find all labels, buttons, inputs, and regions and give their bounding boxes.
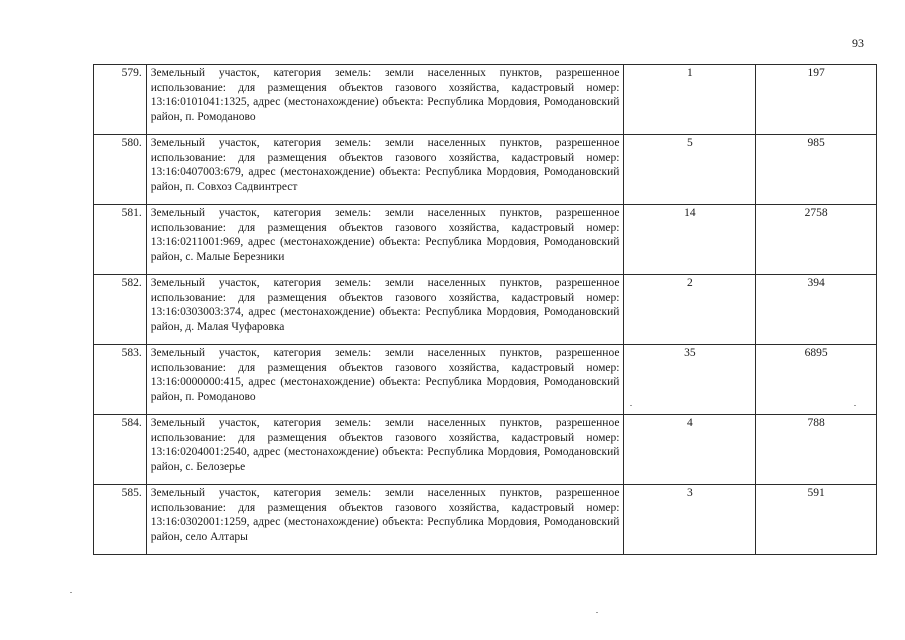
row-count: 1 xyxy=(624,65,756,135)
row-count: 3 xyxy=(624,485,756,555)
row-number: 581. xyxy=(94,205,147,275)
table-row xyxy=(94,65,877,135)
scan-speck xyxy=(596,612,598,613)
land-plots-table xyxy=(93,64,877,555)
scan-speck xyxy=(854,405,856,406)
row-number: 583. xyxy=(94,345,147,415)
row-area: 985 xyxy=(756,135,877,205)
row-count: 14 xyxy=(624,205,756,275)
page-number: 93 xyxy=(852,36,864,50)
row-count: 4 xyxy=(624,415,756,485)
row-number: 584. xyxy=(94,415,147,485)
row-description: Земельный участок, категория земель: земли населенных пунктов, разрешенное использование: для размещения объектов газового хозяйства, кадастровый номер: 13:16:0211001:969, адрес (местонахождение) объекта: Республика Мордовия, Ромодановский район, с. Малые Березники xyxy=(146,205,624,275)
row-description: Земельный участок, категория земель: земли населенных пунктов, разрешенное использование: для размещения объектов газового хозяйства, кадастровый номер: 13:16:0407003:679, адрес (местонахождение) объекта: Республика Мордовия, Ромодановский район, п. Совхоз Садвинтрест xyxy=(146,135,624,205)
row-area: 591 xyxy=(756,485,877,555)
table-row xyxy=(94,415,877,485)
table-row xyxy=(94,135,877,205)
scan-speck xyxy=(70,592,72,593)
row-area: 6895 xyxy=(756,345,877,415)
row-number: 585. xyxy=(94,485,147,555)
row-count: 5 xyxy=(624,135,756,205)
row-count: 2 xyxy=(624,275,756,345)
table-row xyxy=(94,485,877,555)
scan-speck xyxy=(630,405,632,406)
table-row xyxy=(94,345,877,415)
row-number: 582. xyxy=(94,275,147,345)
row-description: Земельный участок, категория земель: земли населенных пунктов, разрешенное использование: для размещения объектов газового хозяйства, кадастровый номер: 13:16:0204001:2540, адрес (местонахождение) объекта: Республика Мордовия, Ромодановский район, с. Белозерье xyxy=(146,415,624,485)
row-description: Земельный участок, категория земель: земли населенных пунктов, разрешенное использование: для размещения объектов газового хозяйства, кадастровый номер: 13:16:0000000:415, адрес (местонахождение) объекта: Республика Мордовия, Ромодановский район, п. Ромоданово xyxy=(146,345,624,415)
row-number: 580. xyxy=(94,135,147,205)
table-row xyxy=(94,205,877,275)
row-area: 2758 xyxy=(756,205,877,275)
table-row xyxy=(94,275,877,345)
row-number: 579. xyxy=(94,65,147,135)
row-description: Земельный участок, категория земель: земли населенных пунктов, разрешенное использование: для размещения объектов газового хозяйства, кадастровый номер: 13:16:0101041:1325, адрес (местонахождение) объекта: Республика Мордовия, Ромодановский район, п. Ромоданово xyxy=(146,65,624,135)
row-count: 35 xyxy=(624,345,756,415)
row-area: 394 xyxy=(756,275,877,345)
row-description: Земельный участок, категория земель: земли населенных пунктов, разрешенное использование: для размещения объектов газового хозяйства, кадастровый номер: 13:16:0302001:1259, адрес (местонахождение) объекта: Республика Мордовия, Ромодановский район, село Алтары xyxy=(146,485,624,555)
row-description: Земельный участок, категория земель: земли населенных пунктов, разрешенное использование: для размещения объектов газового хозяйства, кадастровый номер: 13:16:0303003:374, адрес (местонахождение) объекта: Республика Мордовия, Ромодановский район, д. Малая Чуфаровка xyxy=(146,275,624,345)
row-area: 788 xyxy=(756,415,877,485)
row-area: 197 xyxy=(756,65,877,135)
